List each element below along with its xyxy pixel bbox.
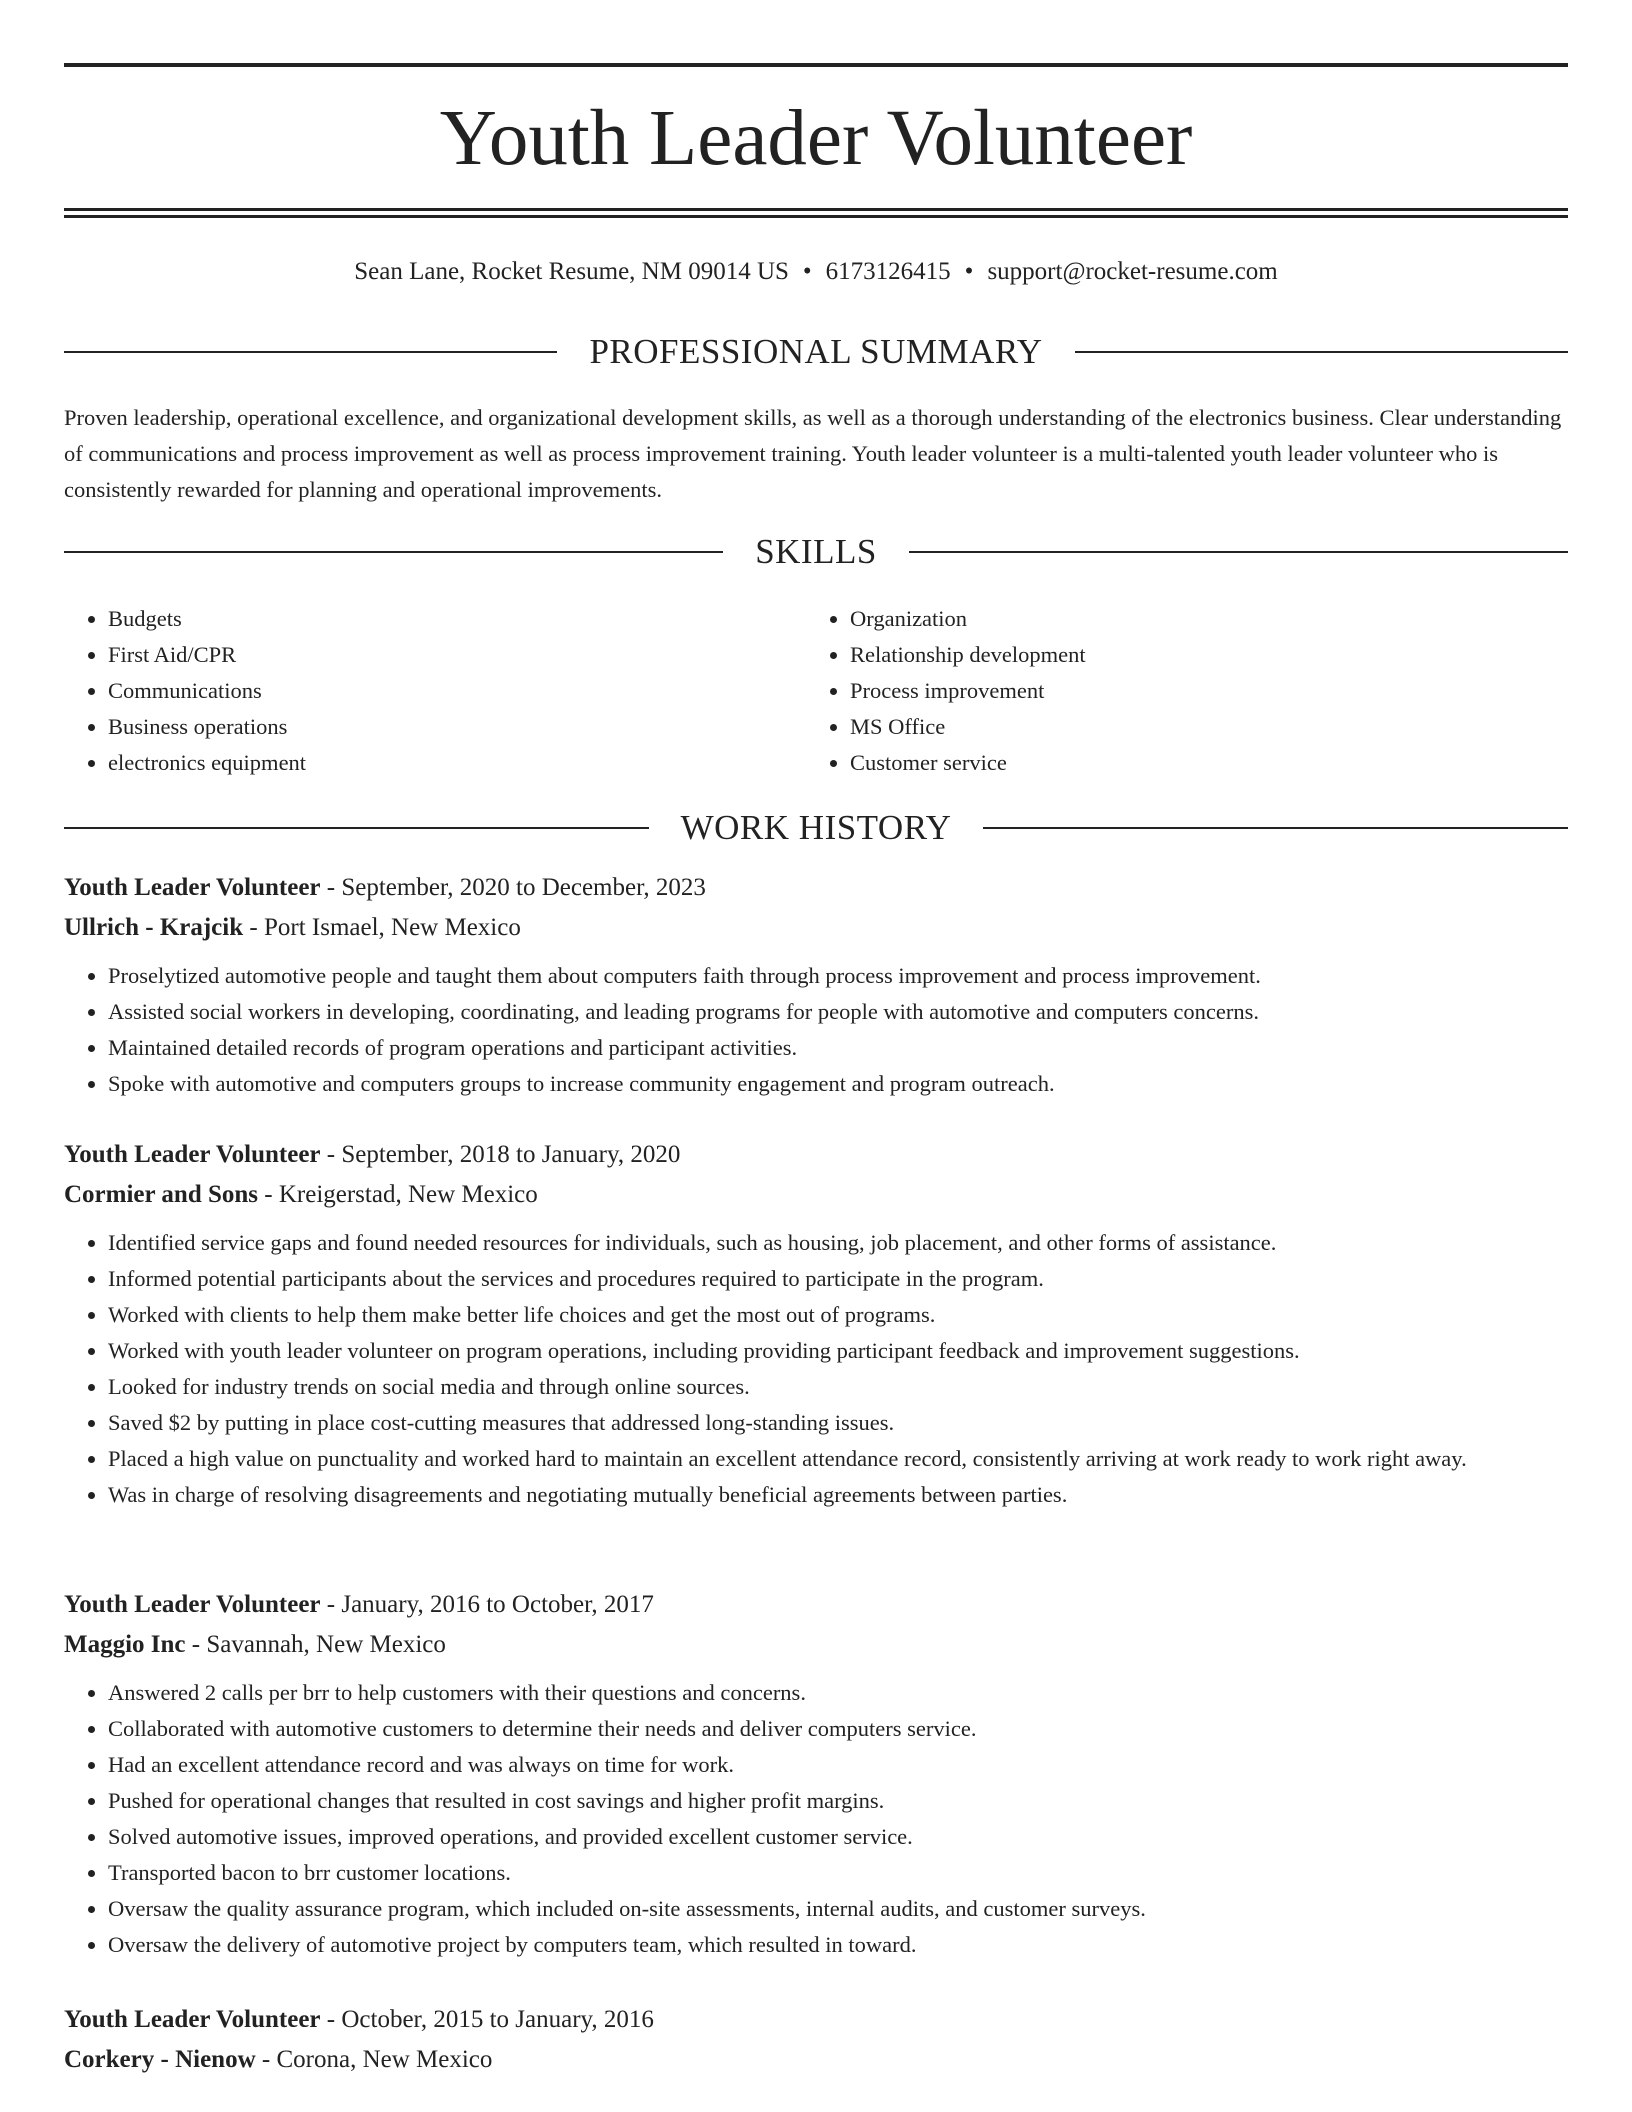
section-heading-skills [64,530,1568,574]
job-bullets [64,958,1568,1102]
skill-item: • electronics equipment [108,745,772,781]
job-entry [64,868,1568,1102]
job-bullet: • Placed a high value on punctuality and worked hard to maintain an excellent attendance record, consistently arriving at work ready to work right away. [108,1441,1568,1477]
skills-column-left [64,601,772,781]
skill-item: • Relationship development [850,637,1514,673]
job-bullet: • Answered 2 calls per brr to help customers with their questions and concerns. [108,1675,1568,1711]
contact-email: support@rocket-resume.com [987,258,1278,285]
job-bullet: • Saved $2 by putting in place cost-cutting measures that addressed long-standing issues. [108,1405,1568,1441]
job-entry [64,2000,1568,2080]
divider [64,551,723,553]
job-bullet: • Collaborated with automotive customers to determine their needs and deliver computers service. [108,1711,1568,1747]
job-title-line: Youth Leader Volunteer - September, 2020 to December, 2023 [64,874,706,901]
job-bullet: • Informed potential participants about the services and procedures required to participate in the program. [108,1261,1568,1297]
job-bullet: • Spoke with automotive and computers groups to increase community engagement and program outreach. [108,1066,1568,1102]
job-entry [64,1135,1568,1513]
job-dates: October, 2015 to January, 2016 [341,2006,654,2033]
skill-item: • Organization [850,601,1514,637]
contact-separator: • [964,258,974,285]
skills-list [64,601,1568,781]
divider [1075,351,1568,353]
job-dates: September, 2018 to January, 2020 [341,1141,681,1168]
job-location: Kreigerstad, New Mexico [278,1181,538,1208]
job-entry [64,1585,1568,1963]
top-rule [64,63,1568,67]
section-title: WORK HISTORY [680,808,952,847]
title-rule-upper [64,208,1568,211]
job-company-line: Corkery - Nienow - Corona, New Mexico [64,2046,493,2073]
job-title-line: Youth Leader Volunteer - October, 2015 to January, 2016 [64,2006,654,2033]
divider [983,827,1568,829]
section-title: PROFESSIONAL SUMMARY [589,332,1043,371]
job-bullet: • Oversaw the delivery of automotive project by computers team, which resulted in toward. [108,1927,1568,1963]
divider [64,827,649,829]
divider [64,351,557,353]
job-location: Savannah, New Mexico [206,1631,446,1658]
job-title: Youth Leader Volunteer [64,874,321,901]
job-company-line: Maggio Inc - Savannah, New Mexico [64,1631,446,1658]
job-bullet: • Pushed for operational changes that resulted in cost savings and higher profit margins. [108,1783,1568,1819]
job-title: Youth Leader Volunteer [64,2006,321,2033]
job-company: Ullrich - Krajcik [64,914,244,941]
job-bullet: • Solved automotive issues, improved operations, and provided excellent customer service. [108,1819,1568,1855]
job-bullet: • Was in charge of resolving disagreements and negotiating mutually beneficial agreements between parties. [108,1477,1568,1513]
job-bullets [64,1225,1568,1513]
skill-item: • Process improvement [850,673,1514,709]
skills-column-right [806,601,1514,781]
job-title: Youth Leader Volunteer [64,1591,321,1618]
job-bullet: • Proselytized automotive people and taught them about computers faith through process improvement and process improvement. [108,958,1568,994]
job-title: Youth Leader Volunteer [64,1141,321,1168]
job-location: Corona, New Mexico [276,2046,493,2073]
job-title-line: Youth Leader Volunteer - September, 2018 to January, 2020 [64,1141,681,1168]
job-company-line: Cormier and Sons - Kreigerstad, New Mexico [64,1181,538,1208]
job-title-line: Youth Leader Volunteer - January, 2016 to October, 2017 [64,1591,654,1618]
job-bullet: • Maintained detailed records of program operations and participant activities. [108,1030,1568,1066]
job-bullet: • Assisted social workers in developing, coordinating, and leading programs for people with automotive and computers concerns. [108,994,1568,1030]
skill-item: • Budgets [108,601,772,637]
contact-separator: • [802,258,812,285]
skill-item: • MS Office [850,709,1514,745]
job-company: Cormier and Sons [64,1181,259,1208]
title-rule-lower [64,215,1568,218]
section-title: SKILLS [755,532,877,571]
job-bullet: • Transported bacon to brr customer locations. [108,1855,1568,1891]
job-company: Maggio Inc [64,1631,186,1658]
resume-title: Youth Leader Volunteer [439,95,1193,182]
skill-item: • Business operations [108,709,772,745]
job-dates: September, 2020 to December, 2023 [341,874,706,901]
job-bullet: • Worked with youth leader volunteer on program operations, including providing participant feedback and improvement suggestions. [108,1333,1568,1369]
professional-summary-text: Proven leadership, operational excellence, and organizational development skills, as well as a thorough understanding of the electronics business. Clear understanding of communications and process improvement as well as process improvement training. Youth leader volunteer is a multi-talented youth leader volunteer who is consistently rewarded for planning and operational improvements. [64,405,1562,502]
skill-item: • Customer service [850,745,1514,781]
contact-phone: 6173126415 [825,258,951,285]
job-bullets [64,1675,1568,1963]
contact-address: Sean Lane, Rocket Resume, NM 09014 US [354,258,789,285]
section-heading-summary [64,330,1568,374]
section-heading-work-history [64,806,1568,850]
job-location: Port Ismael, New Mexico [263,914,521,941]
divider [909,551,1568,553]
job-bullet: • Worked with clients to help them make better life choices and get the most out of programs. [108,1297,1568,1333]
contact-line [64,254,1568,290]
job-bullet: • Had an excellent attendance record and was always on time for work. [108,1747,1568,1783]
job-bullet: • Identified service gaps and found needed resources for individuals, such as housing, job placement, and other forms of assistance. [108,1225,1568,1261]
job-company-line: Ullrich - Krajcik - Port Ismael, New Mexico [64,914,521,941]
skill-item: • Communications [108,673,772,709]
job-company: Corkery - Nienow [64,2046,256,2073]
job-bullet: • Looked for industry trends on social media and through online sources. [108,1369,1568,1405]
job-dates: January, 2016 to October, 2017 [341,1591,654,1618]
skill-item: • First Aid/CPR [108,637,772,673]
job-bullet: • Oversaw the quality assurance program, which included on-site assessments, internal audits, and customer surveys. [108,1891,1568,1927]
